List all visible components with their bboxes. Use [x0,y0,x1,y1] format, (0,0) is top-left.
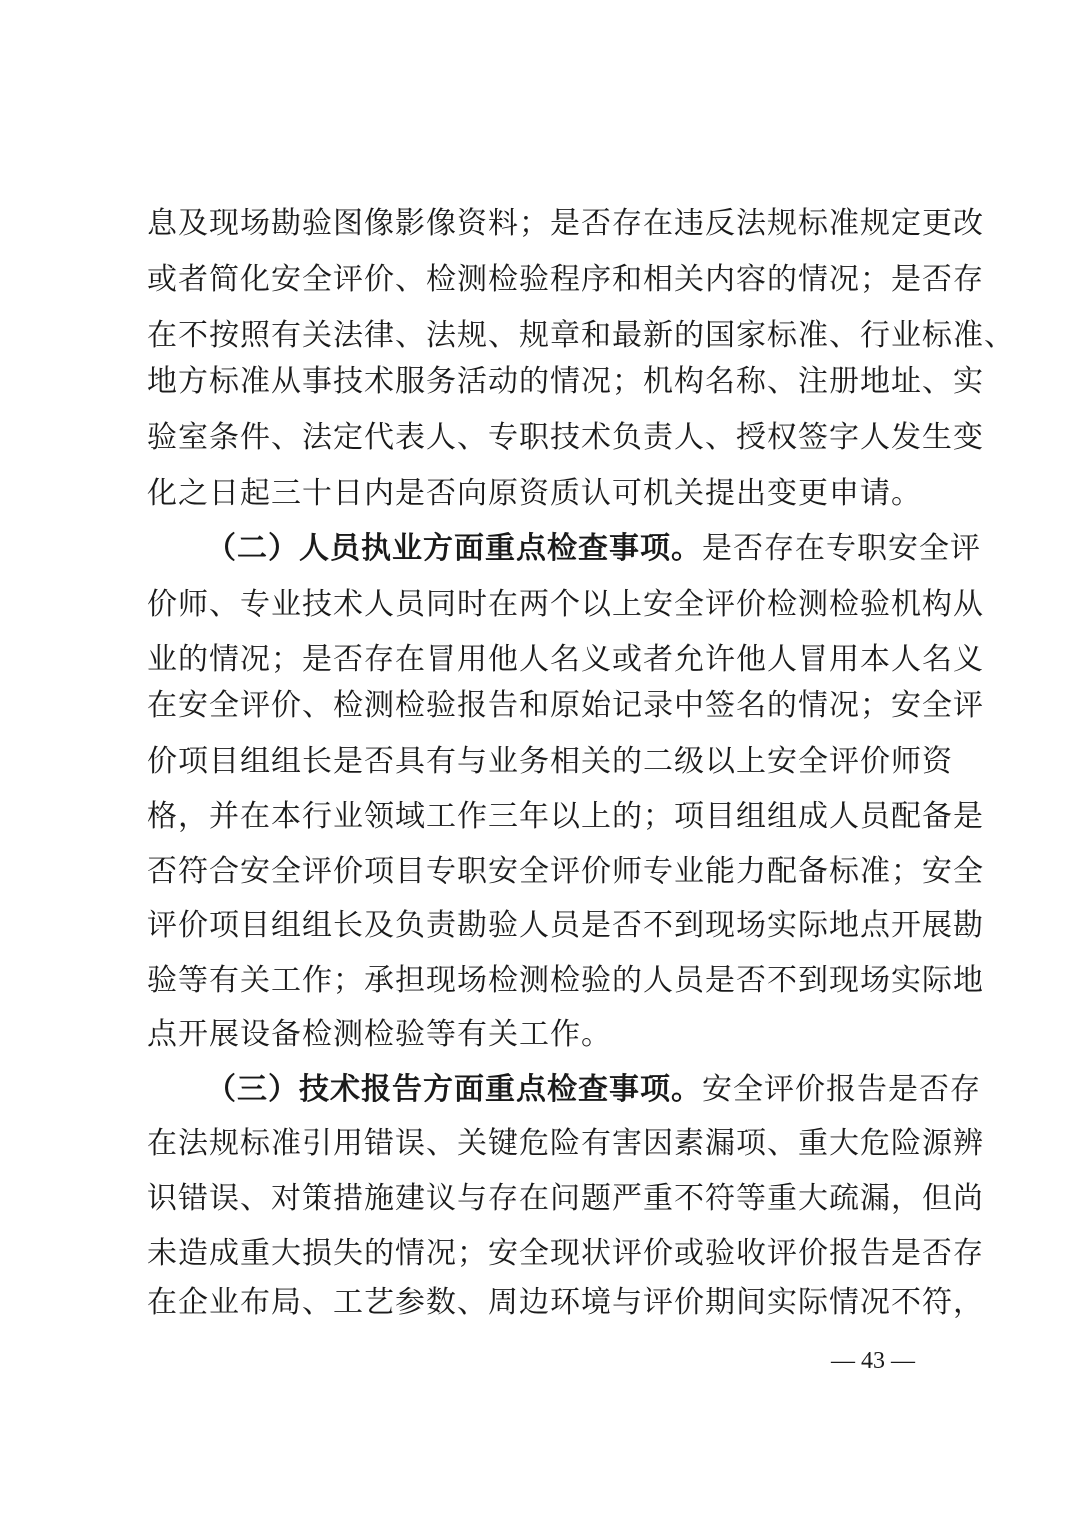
text-line: 格，并在本行业领域工作三年以上的；项目组组成人员配备是 [147,799,984,834]
text-line: 业的情况；是否存在冒用他人名义或者允许他人冒用本人名义 [147,642,984,677]
text-line: 息及现场勘验图像影像资料；是否存在违反法规标准规定更改 [147,206,984,241]
text-line: 地方标准从事技术服务活动的情况；机构名称、注册地址、实 [147,364,984,399]
text-line: 识错误、对策措施建议与存在问题严重不符等重大疏漏，但尚 [147,1181,984,1216]
text-line: 否符合安全评价项目专职安全评价师专业能力配备标准；安全 [147,854,984,889]
text-line: 在法规标准引用错误、关键危险有害因素漏项、重大危险源辨 [147,1126,984,1161]
text-line: 在不按照有关法律、法规、规章和最新的国家标准、行业标准、 [147,318,1015,353]
text-line: 未造成重大损失的情况；安全现状评价或验收评价报告是否存 [147,1236,984,1271]
text-line: 或者简化安全评价、检测检验程序和相关内容的情况；是否存 [147,262,984,297]
text-line: 评价项目组组长及负责勘验人员是否不到现场实际地点开展勘 [147,908,984,943]
page-number: — 43 — [831,1348,915,1374]
section-heading-line [206,519,981,579]
section-heading: （二）人员执业方面重点检查事项。 [206,531,702,566]
text-line: 价师、专业技术人员同时在两个以上安全评价检测检验机构从 [147,587,984,622]
text-line: 价项目组组长是否具有与业务相关的二级以上安全评价师资 [147,744,953,779]
text-span: 安全评价报告是否存 [702,1072,981,1107]
text-line: 在安全评价、检测检验报告和原始记录中签名的情况；安全评 [147,688,984,723]
text-span: 是否存在专职安全评 [702,531,981,566]
text-line: 验室条件、法定代表人、专职技术负责人、授权签字人发生变 [147,420,984,455]
section-heading: （三）技术报告方面重点检查事项。 [206,1072,702,1107]
text-line: 验等有关工作；承担现场检测检验的人员是否不到现场实际地 [147,963,984,998]
text-line: 在企业布局、工艺参数、周边环境与评价期间实际情况不符， [147,1285,984,1320]
text-line: 点开展设备检测检验等有关工作。 [147,1017,612,1052]
text-line: 化之日起三十日内是否向原资质认可机关提出变更申请。 [147,476,922,511]
section-heading-line [206,1060,981,1120]
